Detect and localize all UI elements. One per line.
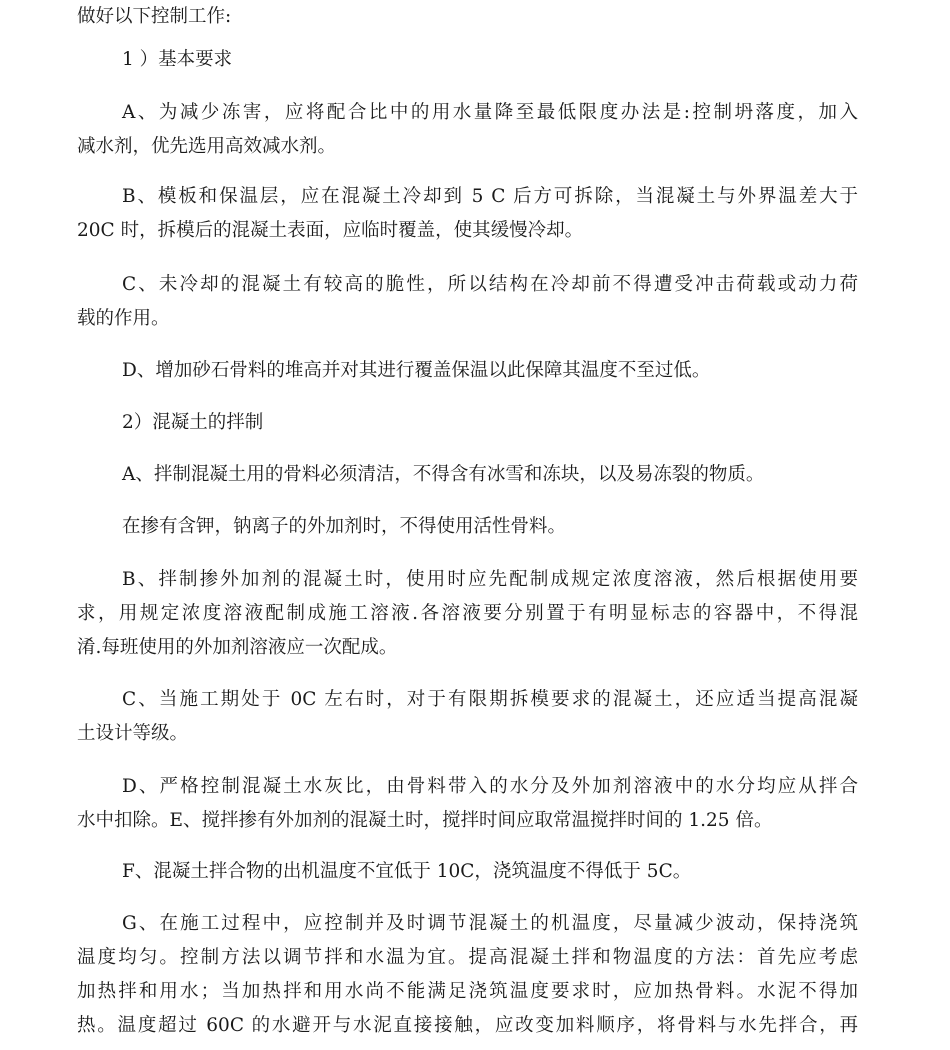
text-line: 20C 时，拆模后的混凝土表面，应临时覆盖，使其缓慢冷却。 [77, 220, 584, 241]
text-line: A、拌制混凝土用的骨料必须清洁，不得含有冰雪和冻块，以及易冻裂的物质。 [122, 464, 765, 485]
text-line: 土设计等级。 [77, 723, 189, 744]
text-line: D、增加砂石骨料的堆高并对其进行覆盖保温以此保障其温度不至过低。 [122, 360, 711, 381]
text-line: C、未冷却的混凝土有较高的脆性，所以结构在冷却前不得遭受冲击荷载或动力荷 [122, 274, 858, 295]
text-line: 温度均匀。控制方法以调节拌和水温为宜。提高混凝土拌和物温度的方法：首先应考虑 [77, 947, 858, 968]
text-line: 热。温度超过 60C 的水避开与水泥直接接触，应改变加料顺序，将骨料与水先拌合，再 [77, 1015, 858, 1036]
text-line: 水中扣除。E、搅拌掺有外加剂的混凝土时，搅拌时间应取常温搅拌时间的 1.25 倍。 [77, 810, 773, 831]
text-line: 做好以下控制工作: [77, 6, 232, 27]
text-line: 载的作用。 [77, 308, 170, 329]
text-line: C、当施工期处于 0C 左右时，对于有限期拆模要求的混凝土，还应适当提高混凝 [122, 689, 858, 710]
text-line: F、混凝土拌合物的出机温度不宜低于 10C，浇筑温度不得低于 5C。 [122, 861, 692, 882]
text-line: D、严格控制混凝土水灰比，由骨料带入的水分及外加剂溶液中的水分均应从拌合 [122, 776, 858, 797]
text-line: B、拌制掺外加剂的混凝土时，使用时应先配制成规定浓度溶液，然后根据使用要 [122, 569, 858, 590]
text-line: A、为减少冻害，应将配合比中的用水量降至最低限度办法是:控制坍落度，加入 [122, 102, 858, 123]
text-line: 在掺有含钾，钠离子的外加剂时，不得使用活性骨料。 [122, 516, 567, 537]
text-line: 求，用规定浓度溶液配制成施工溶液.各溶液要分别置于有明显标志的容器中，不得混 [77, 603, 858, 624]
text-line: 淆.每班使用的外加剂溶液应一次配成。 [77, 637, 398, 658]
section-heading: 1 ）基本要求 [122, 49, 233, 70]
section-heading: 2）混凝土的拌制 [122, 412, 264, 433]
text-line: G、在施工过程中，应控制并及时调节混凝土的机温度，尽量减少波动，保持浇筑 [122, 913, 858, 934]
text-line: 加热拌和用水；当加热拌和用水尚不能满足浇筑温度要求时，应加热骨料。水泥不得加 [77, 981, 858, 1002]
text-line: B、模板和保温层，应在混凝土冷却到 5 C 后方可拆除，当混凝土与外界温差大于 [122, 186, 858, 207]
text-line: 减水剂，优先选用高效减水剂。 [77, 136, 337, 157]
